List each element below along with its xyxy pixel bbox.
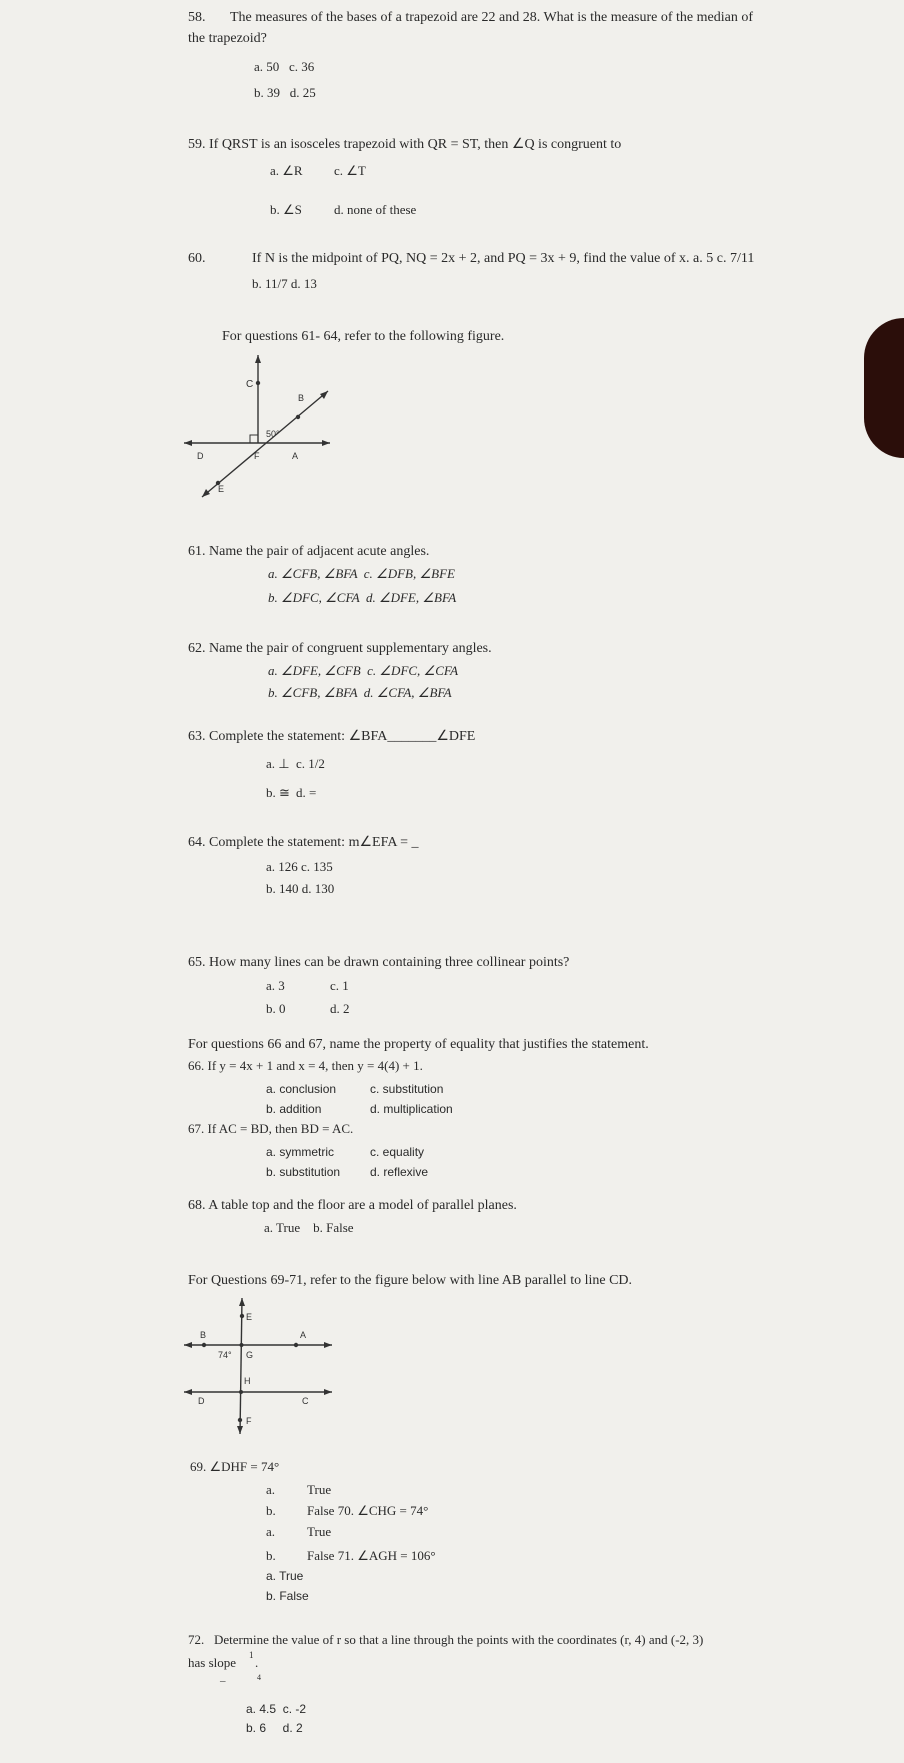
q67-choice-a: a. symmetric <box>266 1145 335 1159</box>
q59-choice-d: d. none of these <box>334 202 417 217</box>
q64-question: 64. Complete the statement: m∠EFA = _ <box>188 835 419 850</box>
label-d: D <box>197 451 204 461</box>
q70-choice-b-label: b. <box>266 1548 276 1563</box>
q70-choice-a-label: a. <box>266 1524 276 1539</box>
q61-choices-row2: b. ∠DFC, ∠CFA d. ∠DFE, ∠BFA <box>268 590 457 605</box>
label-c: C <box>246 379 254 390</box>
q65-choice-d: d. 2 <box>330 1001 350 1016</box>
q65-choice-c: c. 1 <box>330 978 349 993</box>
label-f: F <box>254 451 260 461</box>
q63-choice-c: c. 1/2 <box>296 756 325 771</box>
arrow-e-top-icon <box>239 1298 245 1306</box>
q68-choices: a. True b. False <box>264 1220 354 1235</box>
label-a: A <box>292 451 299 461</box>
intro-66-67: For questions 66 and 67, name the property of equality that justifies the statement. <box>188 1037 649 1052</box>
q58-question: The measures of the bases of a trapezoid are 22 and 28. What is the measure of the median of <box>230 10 753 25</box>
q65-question: 65. How many lines can be drawn containing three collinear points? <box>188 955 570 970</box>
intro-69-71: For Questions 69-71, refer to the figure below with line AB parallel to line CD. <box>188 1273 633 1288</box>
arrow-b-icon <box>320 391 328 399</box>
q59-choice-c: c. ∠T <box>334 163 366 178</box>
q59-question: 59. If QRST is an isosceles trapezoid with QR = ST, then ∠Q is congruent to <box>188 137 622 152</box>
q71-choice-a: a. True <box>266 1569 304 1583</box>
q72-slope-end: . <box>255 1655 259 1670</box>
label-g: G <box>246 1350 254 1360</box>
q66-question: 66. If y = 4x + 1 and x = 4, then y = 4(4) + 1. <box>188 1058 423 1073</box>
q72-choices-row1: a. 4.5 c. -2 <box>246 1702 307 1716</box>
point-a <box>294 1343 298 1347</box>
q69-choice-a-label: a. <box>266 1482 276 1497</box>
arrow-f-bottom-icon <box>237 1426 243 1434</box>
q60-choices-row2: b. 11/7 d. 13 <box>252 276 317 291</box>
q72-question-cont: has slope <box>188 1655 237 1670</box>
q67-choice-d: d. reflexive <box>370 1165 429 1179</box>
q59-choice-a: a. ∠R <box>270 163 303 178</box>
point-e <box>240 1314 244 1318</box>
q71-choice-b: b. False <box>266 1589 309 1603</box>
q66-choice-a: a. conclusion <box>266 1082 337 1096</box>
label-c: C <box>302 1396 309 1406</box>
q63-choice-b: b. ≅ <box>266 785 290 800</box>
q69-choice-b-label: b. <box>266 1503 276 1518</box>
label-angle-50: 50° <box>266 429 280 439</box>
q64-choices-row1: a. 126 c. 135 <box>266 859 333 874</box>
label-b: B <box>298 393 305 403</box>
q63-choice-a: a. ⊥ <box>266 756 290 771</box>
q65-choice-b: b. 0 <box>266 1001 286 1016</box>
q66-choice-d: d. multiplication <box>370 1102 453 1116</box>
q63-choice-d: d. = <box>296 785 317 800</box>
arrow-c-icon <box>255 355 261 363</box>
line-eb <box>202 391 328 497</box>
q72-slope-numerator: 1 <box>249 1650 254 1660</box>
line-ef <box>240 1298 242 1434</box>
q62-question: 62. Name the pair of congruent supplementary angles. <box>188 641 492 656</box>
q62-choices-row2: b. ∠CFB, ∠BFA d. ∠CFA, ∠BFA <box>268 685 452 700</box>
q67-choice-c: c. equality <box>370 1145 425 1159</box>
q72-slope-sign: – <box>220 1675 226 1687</box>
q64-choices-row2: b. 140 d. 130 <box>266 881 335 896</box>
intro-61-64: For questions 61- 64, refer to the following figure. <box>222 329 505 344</box>
point-c <box>256 381 260 385</box>
q65-choice-a: a. 3 <box>266 978 285 993</box>
label-a: A <box>300 1330 307 1340</box>
point-b <box>296 415 300 419</box>
label-f: F <box>246 1416 252 1426</box>
q69-question: 69. ∠DHF = 74° <box>190 1459 280 1474</box>
q70-choice-b-and-q71: False 71. ∠AGH = 106° <box>307 1548 436 1563</box>
q72-question: 72. Determine the value of r so that a line through the points with the coordinates (r, 4) and (-2, 3) <box>188 1632 704 1647</box>
q66-choice-b: b. addition <box>266 1102 322 1116</box>
arrow-b-left-icon <box>184 1342 192 1348</box>
q69-choice-b-and-q70: False 70. ∠CHG = 74° <box>307 1503 429 1518</box>
q58-number: 58. <box>188 10 206 25</box>
arrow-a-icon <box>322 440 330 446</box>
label-angle-74: 74° <box>218 1350 232 1360</box>
q58-question-cont: the trapezoid? <box>188 31 267 46</box>
label-e: E <box>246 1312 253 1322</box>
q72-slope-denominator: 4 <box>257 1673 261 1682</box>
q58-choices-row2: b. 39 d. 25 <box>254 85 316 100</box>
arrow-e-icon <box>202 489 210 497</box>
q63-question: 63. Complete the statement: ∠BFA_______∠DFE <box>188 729 476 744</box>
figure-parallel-lines <box>180 1294 340 1444</box>
q72-choices-row2: b. 6 d. 2 <box>246 1721 303 1735</box>
arrow-c-right-icon <box>324 1389 332 1395</box>
q62-choices-row1: a. ∠DFE, ∠CFB c. ∠DFC, ∠CFA <box>268 663 459 678</box>
q58-choices-row1: a. 50 c. 36 <box>254 59 315 74</box>
label-d: D <box>198 1396 205 1406</box>
q67-choice-b: b. substitution <box>266 1165 341 1179</box>
q69-choice-a: True <box>307 1482 332 1497</box>
figure-angles <box>180 355 340 505</box>
q70-choice-a: True <box>307 1524 332 1539</box>
background-shadow <box>864 318 904 458</box>
q66-choice-c: c. substitution <box>370 1082 444 1096</box>
q60-question: If N is the midpoint of PQ, NQ = 2x + 2, and PQ = 3x + 9, find the value of x. a. 5 c. 7/11 <box>252 251 755 266</box>
label-h: H <box>244 1376 251 1386</box>
q67-question: 67. If AC = BD, then BD = AC. <box>188 1121 354 1136</box>
q59-choice-b: b. ∠S <box>270 202 302 217</box>
point-g <box>240 1343 244 1347</box>
arrow-d-icon <box>184 440 192 446</box>
arrow-d-left-icon <box>184 1389 192 1395</box>
label-e: E <box>218 484 225 494</box>
arrow-a-right-icon <box>324 1342 332 1348</box>
q68-question: 68. A table top and the floor are a model of parallel planes. <box>188 1198 517 1213</box>
label-b: B <box>200 1330 207 1340</box>
point-h <box>239 1390 243 1394</box>
point-f <box>238 1418 242 1422</box>
right-angle-mark <box>250 435 258 443</box>
q61-choices-row1: a. ∠CFB, ∠BFA c. ∠DFB, ∠BFE <box>268 566 455 581</box>
q60-number: 60. <box>188 251 206 266</box>
q61-question: 61. Name the pair of adjacent acute angles. <box>188 544 430 559</box>
point-b <box>202 1343 206 1347</box>
